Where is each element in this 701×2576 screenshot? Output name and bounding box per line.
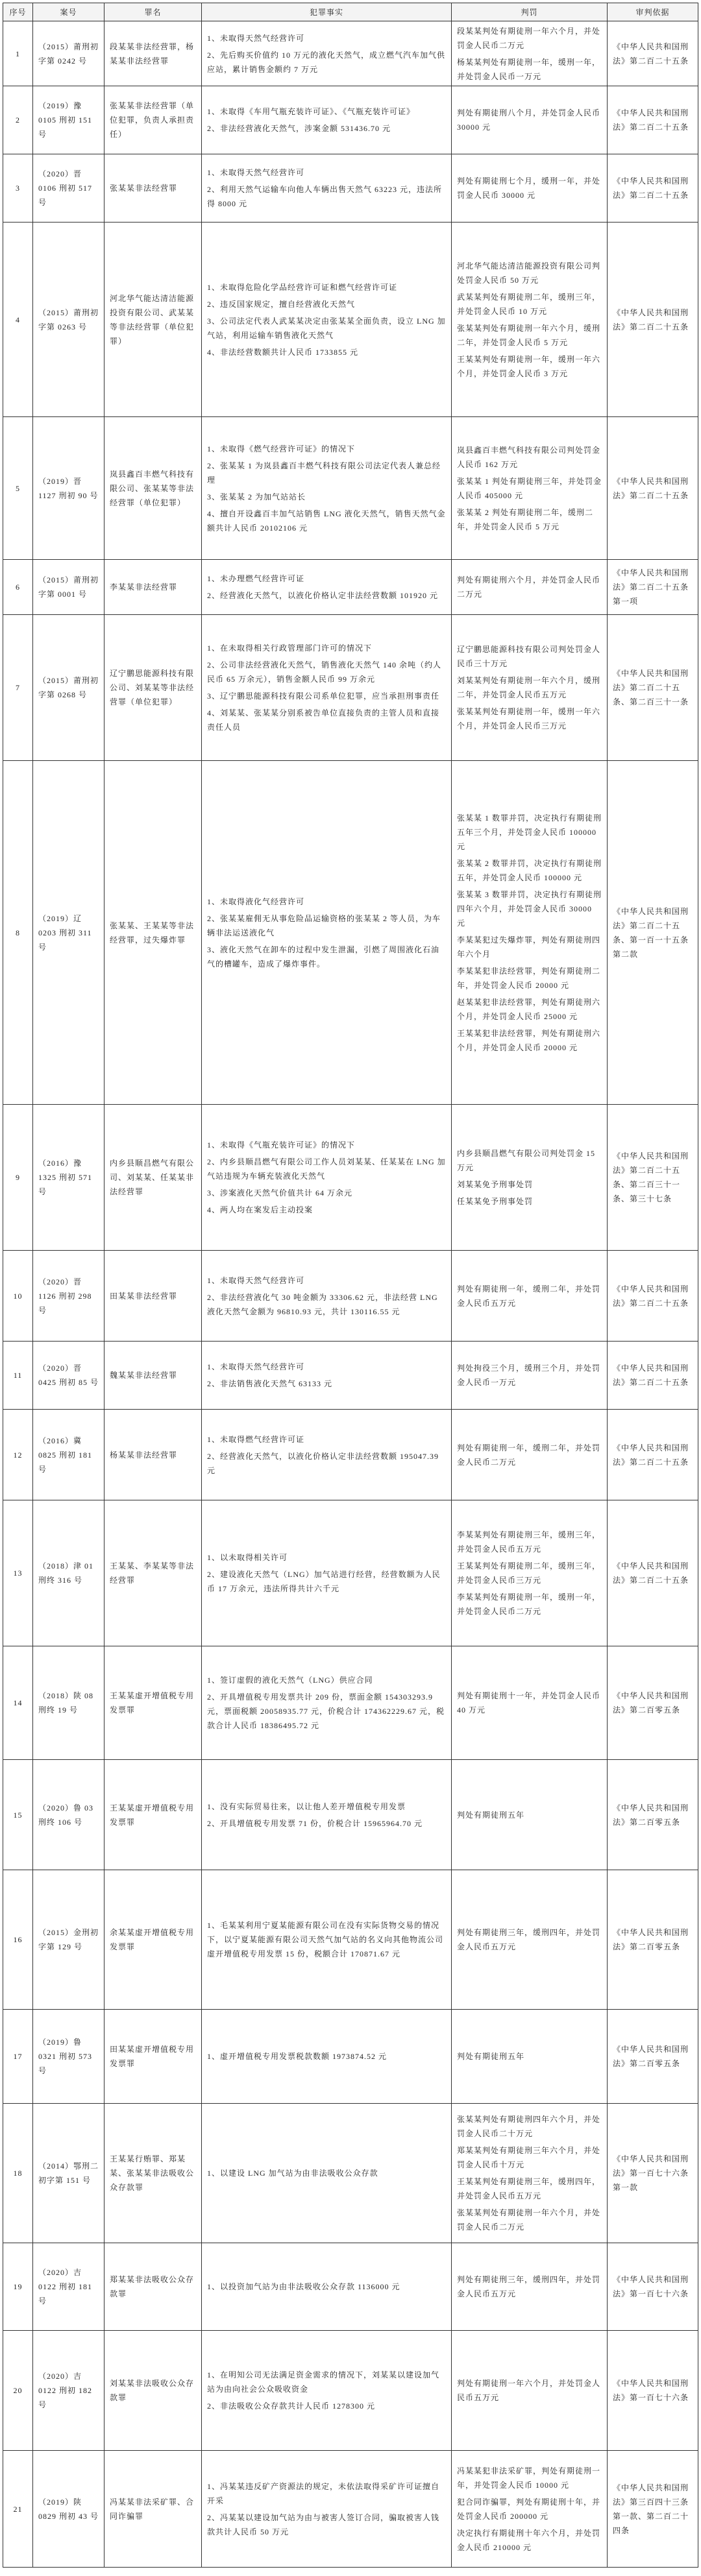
row-number: 20	[13, 2386, 23, 2395]
penalty	[451, 2104, 607, 2243]
legal-basis: 《中华人民共和国刑法》第二百二十五条	[607, 417, 698, 559]
crime-facts	[201, 1870, 451, 2009]
penalty-item: 李某某判处有期徒刑三年，缓刑三年，并处罚金人民币五万元	[457, 1530, 601, 1554]
penalty-item: 张某某判处有期徒刑一年，缓刑一年六个月，并处罚金人民币三万元	[457, 707, 601, 730]
crime-facts-item: 4、擅自开设鑫百丰加气站销售 LNG 液化天然气，销售天然气金额共计人民币 20102106 元	[207, 509, 446, 533]
crime-facts-list	[207, 2166, 446, 2180]
crime-facts-list	[207, 2479, 446, 2539]
penalty-list	[457, 1689, 602, 1717]
crime-facts	[201, 2010, 451, 2103]
crime-facts-item: 1、以投资加气站为由非法吸收公众存款 1136000 元	[207, 2282, 400, 2291]
crime-facts	[201, 1342, 451, 1409]
charge-name: 李某某非法经营罪	[104, 560, 201, 614]
crime-facts-item: 1、未取得天然气经营许可	[207, 1275, 305, 1285]
crime-facts-item: 4、非法经营数额共计人民币 1733855 元	[207, 347, 359, 357]
table-row	[3, 2243, 698, 2330]
crime-facts-item: 3、涉案液化天然气价值共计 64 万余元	[207, 1188, 353, 1198]
row-number: 1	[16, 49, 20, 58]
penalty-item: 任某某免予刑事处罚	[457, 1197, 534, 1206]
penalty-item: 内乡县顺昌燃气有限公司判处罚金 15 万元	[457, 1149, 596, 1172]
penalty	[451, 1105, 607, 1250]
penalty-item: 李某某判处有期徒刑一年，缓刑一年，并处罚金人民币二万元	[457, 1593, 601, 1616]
legal-basis: 《中华人民共和国刑法》第二百二十五条	[607, 86, 698, 154]
table-row	[3, 2103, 698, 2243]
charge-name: 冯某某非法采矿罪、合同诈骗罪	[104, 2451, 201, 2567]
penalty-item: 判处拘役三个月，缓刑三个月，并处罚金人民币一万元	[457, 1364, 601, 1387]
crime-facts	[201, 417, 451, 559]
table-row	[3, 1250, 698, 1341]
crime-facts	[201, 1760, 451, 1870]
crime-facts-item: 1、未取得《燃气经营许可证》的情况下	[207, 444, 356, 453]
crime-facts-item: 1、冯某某违反矿产资源法的规定，未依法取得采矿许可证擅自开采	[207, 2481, 440, 2505]
row-number: 19	[13, 2282, 23, 2291]
crime-facts-list	[207, 1360, 446, 1391]
penalty	[451, 2010, 607, 2103]
penalty-item: 刘某某免予刑事处罚	[457, 1180, 534, 1189]
penalty-item: 判处有期徒刑六个月，并处罚金人民币二万元	[457, 575, 601, 599]
crime-facts	[201, 1105, 451, 1250]
row-number: 21	[13, 2504, 23, 2514]
penalty-item: 张某某判处有期徒刑一年六个月，缓刑二年，并处罚金人民币 5 万元	[457, 323, 601, 347]
table-row	[3, 416, 698, 559]
table-row	[3, 154, 698, 222]
table-row	[3, 1104, 698, 1250]
penalty-item: 张某某 1 数罪并罚，决定执行有期徒刑五年三个月，并处罚金人民币 100000 元	[457, 813, 602, 851]
penalty-item: 王某某判处有期徒刑一年，缓刑一年六个月，并处罚金人民币 3 万元	[457, 354, 601, 378]
crime-facts-item: 2、张某某 1 为岚县鑫百丰燃气科技有限公司法定代表人兼总经理	[207, 461, 441, 485]
row-number: 9	[16, 1173, 20, 1182]
penalty-item: 武某某判处有期徒刑二年，缓刑三年，并处罚金人民币 10 万元	[457, 292, 601, 316]
crime-facts	[201, 2451, 451, 2567]
crime-facts	[201, 86, 451, 154]
penalty-item: 判处有期徒刑三年，缓刑四年，并处罚金人民币五万元	[457, 2275, 601, 2298]
table-row	[3, 2450, 698, 2567]
case-number: （2020）吉 0122 刑初 182 号	[32, 2331, 104, 2450]
charge-name: 余某某虚开增值税专用发票罪	[104, 1870, 201, 2009]
table-row	[3, 222, 698, 416]
charge-name: 段某某非法经营罪，杨某某非法经营罪	[104, 21, 201, 86]
penalty-item: 判处有期徒刑五年	[457, 2052, 525, 2061]
charge-name: 王某某虚开增值税专用发票罪	[104, 1646, 201, 1759]
penalty-item: 判处有期徒刑十一年，并处罚金人民币 40 万元	[457, 1691, 601, 1715]
penalty-list	[457, 2272, 602, 2301]
crime-facts-item: 1、未取得《气瓶充装许可证》的情况下	[207, 1140, 356, 1150]
penalty-item: 张某某 3 数罪并罚，决定执行有期徒刑四年六个月，并处罚金人民币 30000 元	[457, 889, 602, 928]
crime-facts-item: 3、张某某 2 为加气站站长	[207, 492, 306, 501]
penalty-list	[457, 1528, 602, 1619]
penalty-list	[457, 811, 602, 1055]
case-number: （2015）莆刑初字第 0242 号	[32, 21, 104, 86]
header-no: 序号	[9, 7, 27, 17]
penalty-item: 辽宁鹏思能源科技有限公司判处罚金人民币三十万元	[457, 645, 601, 668]
legal-basis: 《中华人民共和国刑法》第二百零五条	[607, 1870, 698, 2009]
charge-name: 张某某非法经营罪	[104, 154, 201, 222]
charge-name: 内乡县顺昌燃气有限公司、刘某某、任某某非法经营罪	[104, 1105, 201, 1250]
crime-facts-list	[207, 1800, 446, 1831]
penalty-item: 郑某某判处有期徒刑三年六个月，并处罚金人民币十万元	[457, 2146, 601, 2169]
legal-basis: 《中华人民共和国刑法》第二百二十五条	[607, 21, 698, 86]
crime-facts	[201, 2104, 451, 2243]
crime-facts	[201, 761, 451, 1104]
penalty-item: 判处有期徒刑一年，缓刑二年，并处罚金人民币二万元	[457, 1443, 601, 1467]
penalty	[451, 560, 607, 614]
penalty-item: 张某某 1 判处有期徒刑三年，并处罚金人民币 405000 元	[457, 476, 602, 500]
penalty-list	[457, 443, 602, 534]
penalty-list	[457, 2464, 602, 2555]
legal-basis: 《中华人民共和国刑法》第二百二十五条	[607, 1251, 698, 1341]
charge-name: 田某某虚开增值税专用发票罪	[104, 2010, 201, 2103]
penalty-list	[457, 642, 602, 733]
row-number: 2	[16, 115, 20, 125]
case-number: （2016）豫 1325 刑初 571 号	[32, 1105, 104, 1250]
penalty-item: 刘某某判处有期徒刑一年六个月，缓刑二年，并处罚金人民币五万元	[457, 676, 601, 699]
case-number: （2015）莆刑初字第 0268 号	[32, 615, 104, 760]
header-basis: 审判依据	[607, 3, 698, 21]
penalty-list	[457, 573, 602, 601]
crime-facts-item: 2、非法吸收公众存款共计人民币 1278300 元	[207, 2401, 376, 2411]
crime-facts-item: 4、两人均在案发后主动投案	[207, 1205, 314, 1214]
charge-name: 王某某虚开增值税专用发票罪	[104, 1760, 201, 1870]
penalty-item: 张某某判处有期徒刑四年六个月，并处罚金人民币二十万元	[457, 2115, 601, 2138]
legal-basis: 《中华人民共和国刑法》第二百二十五条第一项	[607, 560, 698, 614]
penalty-item: 张某某判处有期徒刑一年六个月，并处罚金人民币二万元	[457, 2208, 601, 2232]
charge-name: 张某某非法经营罪（单位犯罪，负责人承担责任）	[104, 86, 201, 154]
crime-facts	[201, 21, 451, 86]
crime-facts-list	[207, 2280, 446, 2294]
crime-facts-item: 3、辽宁鹏思能源科技有限公司系单位犯罪，应当承担刑事责任	[207, 692, 440, 701]
crime-facts-item: 1、未取得液化气经营许可	[207, 897, 305, 906]
penalty-list	[457, 174, 602, 202]
penalty	[451, 2451, 607, 2567]
table-row	[3, 1409, 698, 1500]
crime-facts-list	[207, 442, 446, 535]
table-row	[3, 2009, 698, 2103]
crime-facts-item: 1、以未取得相关许可	[207, 1553, 288, 1562]
legal-basis: 《中华人民共和国刑法》第二百二十五条	[607, 1342, 698, 1409]
table-row	[3, 1341, 698, 1409]
penalty-list	[457, 1808, 602, 1822]
penalty	[451, 761, 607, 1104]
penalty-list	[457, 1925, 602, 1954]
case-number: （2020）吉 0122 刑初 181 号	[32, 2243, 104, 2330]
crime-facts	[201, 560, 451, 614]
table-body	[3, 21, 698, 2567]
penalty	[451, 21, 607, 86]
crime-facts	[201, 1251, 451, 1341]
penalty-item: 李某某犯非法经营罪，判处有期徒刑二年，并处罚金人民币 20000 元	[457, 966, 601, 990]
row-number: 17	[13, 2052, 23, 2061]
crime-facts-item: 1、未取得天然气经营许可	[207, 168, 305, 177]
case-number: （2014）鄂刑二初字第 151 号	[32, 2104, 104, 2243]
legal-basis: 《中华人民共和国刑法》第二百零五条	[607, 1646, 698, 1759]
penalty-list	[457, 106, 602, 134]
table-row	[3, 760, 698, 1104]
legal-basis: 《中华人民共和国刑法》第二百二十五条、第二百三十一条	[607, 615, 698, 760]
crime-facts-item: 1、签订虚假的液化天然气（LNG）供应合同	[207, 1676, 373, 1685]
legal-basis: 《中华人民共和国刑法》第二百二十五条、第一百一十五条第二款	[607, 761, 698, 1104]
table-row	[3, 21, 698, 86]
penalty-item: 段某某判处有期徒刑一年六个月，并处罚金人民币二万元	[457, 26, 601, 50]
charge-name: 刘某某非法吸收公众存款罪	[104, 2331, 201, 2450]
penalty-item: 张某某 2 数罪并罚，决定执行有期徒刑五年，并处罚金人民币 100000 元	[457, 858, 602, 882]
crime-facts	[201, 615, 451, 760]
charge-name: 河北华气能达清洁能源投资有限公司、武某某等非法经营罪（单位犯罪）	[104, 223, 201, 416]
crime-facts-item: 2、非法销售液化天然气 63133 元	[207, 1379, 333, 1388]
case-number: （2019）陕 0829 刑初 43 号	[32, 2451, 104, 2567]
penalty-list	[457, 2376, 602, 2405]
crime-facts-item: 1、未取得危险化学品经营许可证和燃气经营许可证	[207, 282, 398, 292]
case-number: （2018）陕 08 刑终 19 号	[32, 1646, 104, 1759]
penalty	[451, 1646, 607, 1759]
crime-facts-item: 2、内乡县顺昌燃气有限公司工作人员刘某某、任某某在 LNG 加气站违规为车辆充装液化天然气	[207, 1157, 446, 1181]
crime-facts-item: 1、虚开增值税专用发票税款数额 1973874.52 元	[207, 2052, 387, 2061]
crime-facts-list	[207, 165, 446, 211]
crime-facts-list	[207, 895, 446, 971]
crime-facts-item: 2、利用天然气运输车向他人车辆出售天然气 63223 元，违法所得 8000 元	[207, 185, 443, 208]
penalty	[451, 1500, 607, 1646]
penalty-item: 判处有期徒刑一年六个月，并处罚金人民币五万元	[457, 2379, 601, 2402]
legal-basis: 《中华人民共和国刑法》第三百四十三条第一款、第二百二十四条	[607, 2451, 698, 2567]
penalty	[451, 223, 607, 416]
header-facts: 犯罪事实	[201, 3, 451, 21]
penalty	[451, 86, 607, 154]
crime-facts-item: 2、张某某雇佣无从事危险品运输资格的张某某 2 等人员，为车辆非法运送液化气	[207, 913, 441, 937]
table-row	[3, 1500, 698, 1646]
case-number: （2019）豫 0105 刑初 151 号	[32, 86, 104, 154]
penalty-list	[457, 1146, 602, 1209]
case-number: （2019）晋 1127 刑初 90 号	[32, 417, 104, 559]
penalty	[451, 2243, 607, 2330]
charge-name: 辽宁鹏思能源科技有限公司、刘某某等非法经营罪（单位犯罪）	[104, 615, 201, 760]
table-row	[3, 559, 698, 614]
penalty-item: 王某某犯非法经营罪，判处有期徒刑六个月，并处罚金人民币 20000 元	[457, 1028, 601, 1052]
case-table	[3, 3, 698, 2568]
legal-basis: 《中华人民共和国刑法》第一百七十六条第一款	[607, 2104, 698, 2243]
crime-facts-item: 1、未取得燃气经营许可证	[207, 1434, 305, 1444]
legal-basis: 《中华人民共和国刑法》第二百二十五条	[607, 1500, 698, 1646]
row-number: 3	[16, 184, 20, 193]
table-row	[3, 86, 698, 154]
charge-name: 张某某、王某某等非法经营罪，过失爆炸罪	[104, 761, 201, 1104]
case-number: （2020）晋 0425 刑初 85 号	[32, 1342, 104, 1409]
legal-basis: 《中华人民共和国刑法》第一百七十六条	[607, 2243, 698, 2330]
row-number: 4	[16, 315, 20, 324]
penalty-item: 判处有期徒刑一年，缓刑二年，并处罚金人民币五万元	[457, 1284, 601, 1308]
header-charge: 罪名	[104, 3, 201, 21]
charge-name: 岚县鑫百丰燃气科技有限公司、张某某等非法经营罪（单位犯罪）	[104, 417, 201, 559]
legal-basis: 《中华人民共和国刑法》第二百零五条	[607, 2010, 698, 2103]
penalty-item: 判处有期徒刑七个月，缓刑一年，并处罚金人民币 30000 元	[457, 176, 601, 200]
case-number: （2020）鲁 03 刑终 106 号	[32, 1760, 104, 1870]
crime-facts-list	[207, 31, 446, 77]
row-number: 15	[13, 1810, 23, 1820]
penalty-item: 判处有期徒刑五年	[457, 1810, 525, 1820]
penalty-item: 赵某某犯非法经营罪，判处有期徒刑六个月，并处罚金人民币 25000 元	[457, 997, 601, 1021]
case-number: （2015）莆刑初字第 0001 号	[32, 560, 104, 614]
penalty-item: 张某某 2 判处有期徒刑二年，缓刑二年，并处罚金人民币 5 万元	[457, 507, 594, 531]
penalty	[451, 615, 607, 760]
crime-facts	[201, 1410, 451, 1500]
table-header-row	[3, 3, 698, 21]
crime-facts-item: 2、非法经营液化天然气，涉案金额 531436.70 元	[207, 124, 391, 133]
legal-basis: 《中华人民共和国刑法》第一百七十六条	[607, 2331, 698, 2450]
case-number: （2020）晋 1126 刑初 298 号	[32, 1251, 104, 1341]
crime-facts-list	[207, 2368, 446, 2413]
legal-basis: 《中华人民共和国刑法》第二百零五条	[607, 1760, 698, 1870]
legal-basis: 《中华人民共和国刑法》第二百二十五条	[607, 154, 698, 222]
row-number: 5	[16, 483, 20, 493]
penalty-list	[457, 1361, 602, 1390]
crime-facts-list	[207, 1432, 446, 1478]
row-number: 8	[16, 928, 20, 937]
penalty-list	[457, 1282, 602, 1310]
crime-facts-list	[207, 280, 446, 359]
case-number: （2019）辽 0203 刑初 311 号	[32, 761, 104, 1104]
crime-facts-list	[207, 1550, 446, 1596]
crime-facts-item: 1、未办理燃气经营许可证	[207, 574, 305, 583]
table-row	[3, 614, 698, 760]
penalty-item: 冯某某犯非法采矿罪，判处有期徒刑一年，并处罚金人民币 10000 元	[457, 2466, 601, 2490]
crime-facts-list	[207, 1918, 446, 1961]
penalty-item: 判处有期徒刑三年，缓刑四年，并处罚金人民币五万元	[457, 1928, 601, 1951]
crime-facts-item: 3、液化天然气在卸车的过程中发生泄漏，引燃了周围液化石油气的槽罐车，造成了爆炸事件。	[207, 945, 440, 969]
row-number: 13	[13, 1569, 23, 1578]
case-number: （2016）冀 0825 刑初 181 号	[32, 1410, 104, 1500]
crime-facts-item: 2、经营液化天然气，以液化价格认定非法经营数额 101920 元	[207, 591, 439, 600]
penalty-item: 犯合同诈骗罪，判处有期徒刑十年，并处罚金人民币 200000 元	[457, 2497, 601, 2521]
penalty-item: 判处有期徒刑八个月，并处罚金人民币 30000 元	[457, 108, 601, 132]
case-number: （2015）金刑初字第 129 号	[32, 1870, 104, 2009]
crime-facts-item: 2、开具增值税专用发票共计 209 份，票面金额 154303293.9 元，票面税额 20058935.77 元，价税合计 174362229.67 元，税款合计人民币 18386495.72 元	[207, 1692, 445, 1730]
penalty-item: 决定执行有期徒刑十年六个月，并处罚金人民币 210000 元	[457, 2528, 601, 2552]
row-number: 16	[13, 1935, 23, 1944]
penalty	[451, 417, 607, 559]
header-penalty: 判罚	[451, 3, 607, 21]
crime-facts-item: 3、公司法定代表人武某某决定由张某某全面负责，设立 LNG 加气站，利用运输车销售液化天然气	[207, 316, 446, 340]
penalty	[451, 1870, 607, 2009]
case-number: （2018）津 01 刑终 316 号	[32, 1500, 104, 1646]
crime-facts-list	[207, 104, 446, 136]
penalty-item: 岚县鑫百丰燃气科技有限公司判处罚金人民币 162 万元	[457, 445, 601, 469]
row-number: 7	[16, 683, 20, 692]
crime-facts-item: 4、刘某某、张某某分别系被告单位直接负责的主管人员和直接责任人员	[207, 708, 440, 732]
crime-facts	[201, 154, 451, 222]
penalty-list	[457, 2049, 602, 2064]
crime-facts-list	[207, 2049, 446, 2064]
crime-facts-item: 2、非法经营液化气 30 吨金额为 33306.62 元，非法经营 LNG 液化天然气金额为 96810.93 元，共计 130116.55 元	[207, 1292, 438, 1316]
case-number: （2020）晋 0106 刑初 517 号	[32, 154, 104, 222]
crime-facts-item: 2、违反国家规定，擅自经营液化天然气	[207, 299, 356, 309]
penalty-list	[457, 259, 602, 381]
penalty	[451, 2331, 607, 2450]
crime-facts	[201, 2243, 451, 2330]
row-number: 18	[13, 2169, 23, 2178]
row-number: 14	[13, 1698, 23, 1707]
penalty	[451, 1342, 607, 1409]
penalty-item: 杨某某判处有期徒刑一年，缓刑一年，并处罚金人民币一万元	[457, 57, 601, 81]
crime-facts	[201, 1646, 451, 1759]
charge-name: 郑某某非法吸收公众存款罪	[104, 2243, 201, 2330]
legal-basis: 《中华人民共和国刑法》第二百二十五条	[607, 223, 698, 416]
crime-facts	[201, 2331, 451, 2450]
penalty-item: 李某某犯过失爆炸罪，判处有期徒刑四年六个月	[457, 935, 601, 959]
header-case-no: 案号	[32, 3, 104, 21]
penalty	[451, 1760, 607, 1870]
crime-facts	[201, 1500, 451, 1646]
legal-basis: 《中华人民共和国刑法》第二百二十五条	[607, 1410, 698, 1500]
charge-name: 杨某某非法经营罪	[104, 1410, 201, 1500]
crime-facts-item: 2、冯某某以建设加气站为由与被害人签订合同，骗取被害人钱款共计人民币 50 万元	[207, 2512, 440, 2536]
charge-name: 田某某非法经营罪	[104, 1251, 201, 1341]
penalty-item: 王某某判处有期徒刑二年，缓刑三年，并处罚金人民币三万元	[457, 1561, 601, 1585]
crime-facts	[201, 223, 451, 416]
crime-facts-item: 1、没有实际贸易往来，以让他人差开增值税专用发票	[207, 1801, 406, 1811]
row-number: 11	[13, 1371, 23, 1380]
row-number: 12	[13, 1450, 23, 1460]
table-row	[3, 1646, 698, 1759]
penalty	[451, 1251, 607, 1341]
crime-facts-item: 2、开具增值税专用发票 71 份，价税合计 15965964.70 元	[207, 1818, 423, 1828]
penalty	[451, 154, 607, 222]
case-number: （2015）莆刑初字第 0263 号	[32, 223, 104, 416]
crime-facts-item: 1、未取得天然气经营许可	[207, 1362, 305, 1371]
crime-facts-item: 1、以建设 LNG 加气站为由非法吸收公众存款	[207, 2169, 378, 2178]
crime-facts-item: 2、建设液化天然气（LNG）加气站进行经营，经营数额为人民币 17 万余元，违法所得共计六千元	[207, 1570, 441, 1593]
crime-facts-item: 1、毛某某利用宁夏某能源有限公司在没有实际货物交易的情况下，以宁夏某能源有限公司天然气加气站的名义向其他物流公司虚开增值税专用发票 15 份，税额合计 170871.67 元	[207, 1921, 444, 1958]
penalty-item: 王某某判处有期徒刑三年，缓刑四年，并处罚金人民币五万元	[457, 2177, 601, 2200]
penalty	[451, 1410, 607, 1500]
table-row	[3, 1870, 698, 2009]
crime-facts-item: 1、在明知公司无法满足资金需求的情况下，刘某某以建设加气站为由向社会公众吸收资金	[207, 2370, 440, 2394]
table-row	[3, 2330, 698, 2450]
charge-name: 王某某行贿罪、郑某某、张某某非法吸收公众存款罪	[104, 2104, 201, 2243]
crime-facts-item: 1、未取得天然气经营许可	[207, 33, 305, 43]
charge-name: 魏某某非法经营罪	[104, 1342, 201, 1409]
penalty-list	[457, 2112, 602, 2234]
penalty-list	[457, 1441, 602, 1469]
crime-facts-item: 2、公司非法经营液化天然气，销售液化天然气 140 余吨（约人民币 65 万余元），销售金额人民币 99 万余元	[207, 660, 442, 684]
crime-facts-list	[207, 1138, 446, 1217]
crime-facts-item: 2、先后购买价值约 10 万元的液化天然气，成立燃气汽车加气供应站，累计销售金额约 7 万元	[207, 50, 446, 74]
case-number: （2019）鲁 0321 刑初 573 号	[32, 2010, 104, 2103]
crime-facts-item: 1、在未取得相关行政管理部门许可的情况下	[207, 644, 373, 653]
row-number: 6	[16, 583, 20, 592]
crime-facts-list	[207, 1273, 446, 1319]
row-number: 10	[13, 1291, 23, 1301]
table-row	[3, 1759, 698, 1870]
charge-name: 王某某、李某某等非法经营罪	[104, 1500, 201, 1646]
crime-facts-item: 1、未取得《车用气瓶充装许可证》、《气瓶充装许可证》	[207, 107, 415, 116]
penalty-list	[457, 24, 602, 84]
penalty-item: 河北华气能达清洁能源投资有限公司判处罚金人民币 50 万元	[457, 261, 601, 285]
crime-facts-item: 2、经营液化天然气，以液化价格认定非法经营数额 195047.39 元	[207, 1451, 439, 1475]
crime-facts-list	[207, 572, 446, 603]
legal-basis: 《中华人民共和国刑法》第二百二十五条、第二百三十一条、第三十七条	[607, 1105, 698, 1250]
crime-facts-list	[207, 1673, 446, 1733]
crime-facts-list	[207, 641, 446, 734]
